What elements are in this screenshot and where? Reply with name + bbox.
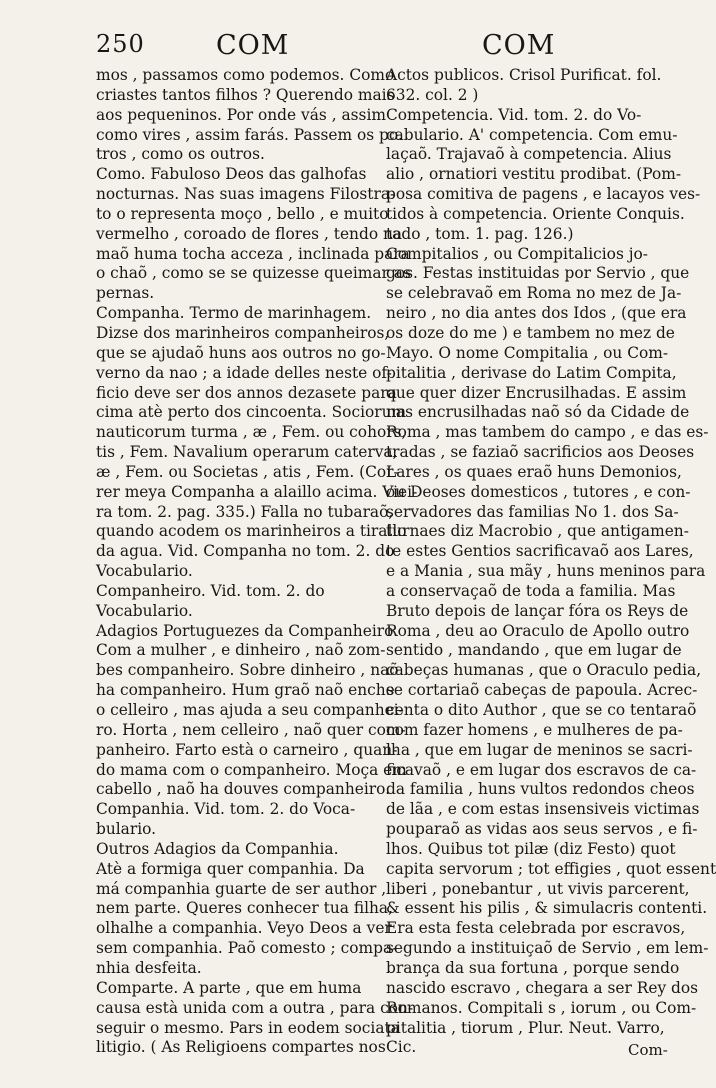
text-line: da agua. Vid. Companha no tom. 2. do — [96, 542, 395, 561]
text-line: tradas , se faziaõ sacrificios aos Deoses — [386, 443, 695, 462]
text-line: sem companhia. Paõ comesto ; compa- — [96, 939, 398, 958]
text-line: Atè a formiga quer companhia. Da — [96, 859, 365, 878]
text-line: Roma , mas tambem do campo , e das es- — [386, 423, 709, 442]
text-line: tado , tom. 1. pag. 126.) — [386, 224, 574, 243]
text-line: gos. Festas instituidas por Servio , que — [386, 264, 690, 283]
text-line: Cic. — [386, 1038, 417, 1057]
text-line: segundo a instituiçaõ de Servio , em lem- — [386, 939, 709, 958]
text-line: olhalhe a companhia. Veyo Deos a ver — [96, 919, 392, 938]
text-line: Bruto depois de lançar fóra os Reys de — [386, 601, 689, 620]
text-line: da familia , huns vultos redondos cheos — [386, 780, 695, 799]
text-line: ficavaõ , e em lugar dos escravos de ca- — [386, 760, 697, 779]
text-line: Dizse dos marinheiros companheiros, — [96, 323, 390, 342]
text-line: Comparte. A parte , que em huma — [96, 978, 362, 997]
text-line: servadores das familias No 1. dos Sa- — [386, 502, 679, 521]
text-line: Mayo. O nome Compitalia , ou Com- — [386, 343, 669, 362]
text-line: Como. Fabuloso Deos das galhofas — [96, 165, 367, 184]
text-line: que se ajudaõ huns aos outros no go- — [96, 343, 386, 362]
text-line: alio , ornatiori vestitu prodibat. (Pom- — [386, 165, 682, 184]
text-line: pitalitia , derivase do Latim Compita, — [386, 363, 677, 382]
text-line: ou Deoses domesticos , tutores , e con- — [386, 482, 691, 501]
text-line: verno da nao ; a idade delles neste of- — [96, 363, 392, 382]
text-line: nhia desfeita. — [96, 958, 202, 977]
text-line: æ , Fem. ou Societas , atis , Fem. (Cor- — [96, 462, 399, 481]
catchword: Com- — [628, 1041, 668, 1059]
text-line: rer meya Companha a alaillo acima. Viei- — [96, 482, 418, 501]
text-line: aos pequeninos. Por onde vás , assim — [96, 105, 386, 124]
text-line: Compitalios , ou Compitalicios jo- — [386, 244, 648, 263]
text-line: cabello , naõ ha douves companheiro. — [96, 780, 391, 799]
text-line: bes companheiro. Sobre dinheiro , naõ — [96, 661, 399, 680]
text-line: capita servorum ; tot effigies , quot essent — [386, 859, 716, 878]
text-line: Vocabulario. — [96, 562, 193, 581]
text-line: te estes Gentios sacrificavaõ aos Lares, — [386, 542, 694, 561]
text-line: nocturnas. Nas suas imagens Filostra- — [96, 185, 396, 204]
text-line: cabeças humanas , que o Oraculo pedia, — [386, 661, 702, 680]
text-line: Companha. Termo de marinhagem. — [96, 304, 372, 323]
text-line: Lares , os quaes eraõ huns Demonios, — [386, 462, 682, 481]
text-line: o celleiro , mas ajuda a seu companhei- — [96, 701, 404, 719]
text-line: que quer dizer Encrusilhadas. E assim — [386, 383, 687, 402]
text-line: Romanos. Compitali s , iorum , ou Com- — [386, 998, 697, 1017]
text-line: causa està unida com a outra , para con- — [96, 998, 414, 1017]
text-line: pernas. — [96, 284, 155, 303]
text-line: panheiro. Farto està o carneiro , quan- — [96, 740, 398, 759]
text-line: com fazer homens , e mulheres de pa- — [386, 720, 683, 739]
text-line: ro. Horta , nem celleiro , naõ quer com- — [96, 720, 406, 739]
text-line: vermelho , coroado de flores , tendo na — [96, 224, 403, 243]
text-line: mos , passamos como podemos. Como — [96, 66, 395, 84]
text-line: Competencia. Vid. tom. 2. do Vo- — [386, 105, 642, 124]
text-line: tis , Fem. Navalium operarum caterva, — [96, 443, 398, 462]
text-line: pitalitia , tiorum , Plur. Neut. Varro, — [386, 1018, 665, 1037]
text-line: & essent his pilis , & simulacris contenti. — [386, 899, 708, 918]
text-line: Adagios Portuguezes da Companheiro. — [96, 621, 398, 640]
text-line: liberi , ponebantur , ut vivis parcerent, — [386, 879, 690, 898]
text-line: Com a mulher , e dinheiro , naõ zom- — [96, 641, 386, 660]
text-line: cima atè perto dos cincoenta. Sociorum — [96, 403, 407, 422]
text-line: se cortariaõ cabeças de papoula. Acrec- — [386, 681, 698, 700]
text-line: ha companheiro. Hum graõ naõ enche — [96, 681, 395, 700]
text-line: to o representa moço , bello , e muito — [96, 204, 389, 223]
text-line: e a Mania , sua mãy , huns meninos para — [386, 562, 706, 581]
text-line: litigio. ( As Religioens compartes nos — [96, 1038, 386, 1057]
text-line: Roma , deu ao Oraculo de Apollo outro — [386, 621, 690, 640]
text-line: Actos publicos. Crisol Purificat. fol. — [386, 66, 662, 84]
text-line: criastes tantos filhos ? Querendo mais — [96, 85, 395, 104]
text-line: nas encrusilhadas naõ só da Cidade de — [386, 403, 690, 422]
text-line: centa o dito Author , que se co tentaraõ — [386, 701, 697, 719]
text-line: tros , como os outros. — [96, 145, 265, 164]
text-line: seguir o mesmo. Pars in eodem sociata — [96, 1018, 400, 1037]
text-line: do mama com o companheiro. Moça em — [96, 760, 407, 779]
text-line: cabulario. A' competencia. Com emu- — [386, 125, 678, 144]
text-line: de lãa , e com estas insensiveis victimas — [386, 800, 700, 819]
running-head-left: COM — [216, 30, 290, 61]
text-line: se celebravaõ em Roma no mez de Ja- — [386, 284, 682, 303]
text-line: neiro , no dia antes dos Idos , (que era — [386, 304, 687, 323]
text-line: má companhia guarte de ser author , — [96, 879, 387, 898]
text-line: tidos à competencia. Oriente Conquis. — [386, 204, 685, 223]
text-line: ficio deve ser dos annos dezasete para — [96, 383, 397, 402]
text-line: lhos. Quibus tot pilæ (diz Festo) quot — [386, 839, 676, 858]
text-line: nascido escravo , chegara a ser Rey dos — [386, 978, 699, 997]
text-line: brança da sua fortuna , porque sendo — [386, 958, 680, 977]
text-line: lha , que em lugar de meninos se sacri- — [386, 740, 693, 759]
text-line: Outros Adagios da Companhia. — [96, 839, 339, 858]
text-line: turnaes diz Macrobio , que antigamen- — [386, 522, 689, 541]
text-line: Companheiro. Vid. tom. 2. do — [96, 581, 325, 600]
text-line: a conservaçaõ de toda a familia. Mas — [386, 581, 676, 600]
text-line: ra tom. 2. pag. 335.) Falla no tubaraõ, — [96, 502, 394, 521]
running-head-right: COM — [482, 30, 556, 61]
text-line: sentido , mandando , que em lugar de — [386, 641, 682, 660]
text-line: quando acodem os marinheiros a tirallo — [96, 522, 407, 541]
text-line: bulario. — [96, 820, 157, 839]
page-header — [96, 30, 636, 60]
text-line: Era esta festa celebrada por escravos, — [386, 919, 686, 938]
text-line: maõ huma tocha acceza , inclinada para — [96, 244, 410, 263]
text-line: 632. col. 2 ) — [386, 85, 479, 104]
page-number: 250 — [96, 30, 145, 58]
text-line: os doze do me ) e tambem no mez de — [386, 323, 675, 342]
text-line: como vires , assim farás. Passem os po. — [96, 125, 403, 144]
text-line: nem parte. Queres conhecer tua filha, — [96, 899, 393, 918]
text-line: o chaõ , como se se quizesse queimar as — [96, 264, 411, 283]
text-line: laçaõ. Trajavaõ à competencia. Alius — [386, 145, 672, 164]
text-line: pouparaõ as vidas aos seus servos , e fi- — [386, 820, 698, 839]
text-line: posa comitiva de pagens , e lacayos ves- — [386, 185, 701, 204]
text-line: Companhia. Vid. tom. 2. do Voca- — [96, 800, 356, 819]
right-text-column — [386, 66, 716, 1058]
text-line: Vocabulario. — [96, 601, 193, 620]
text-line: nauticorum turma , æ , Fem. ou cohors, — [96, 423, 407, 442]
